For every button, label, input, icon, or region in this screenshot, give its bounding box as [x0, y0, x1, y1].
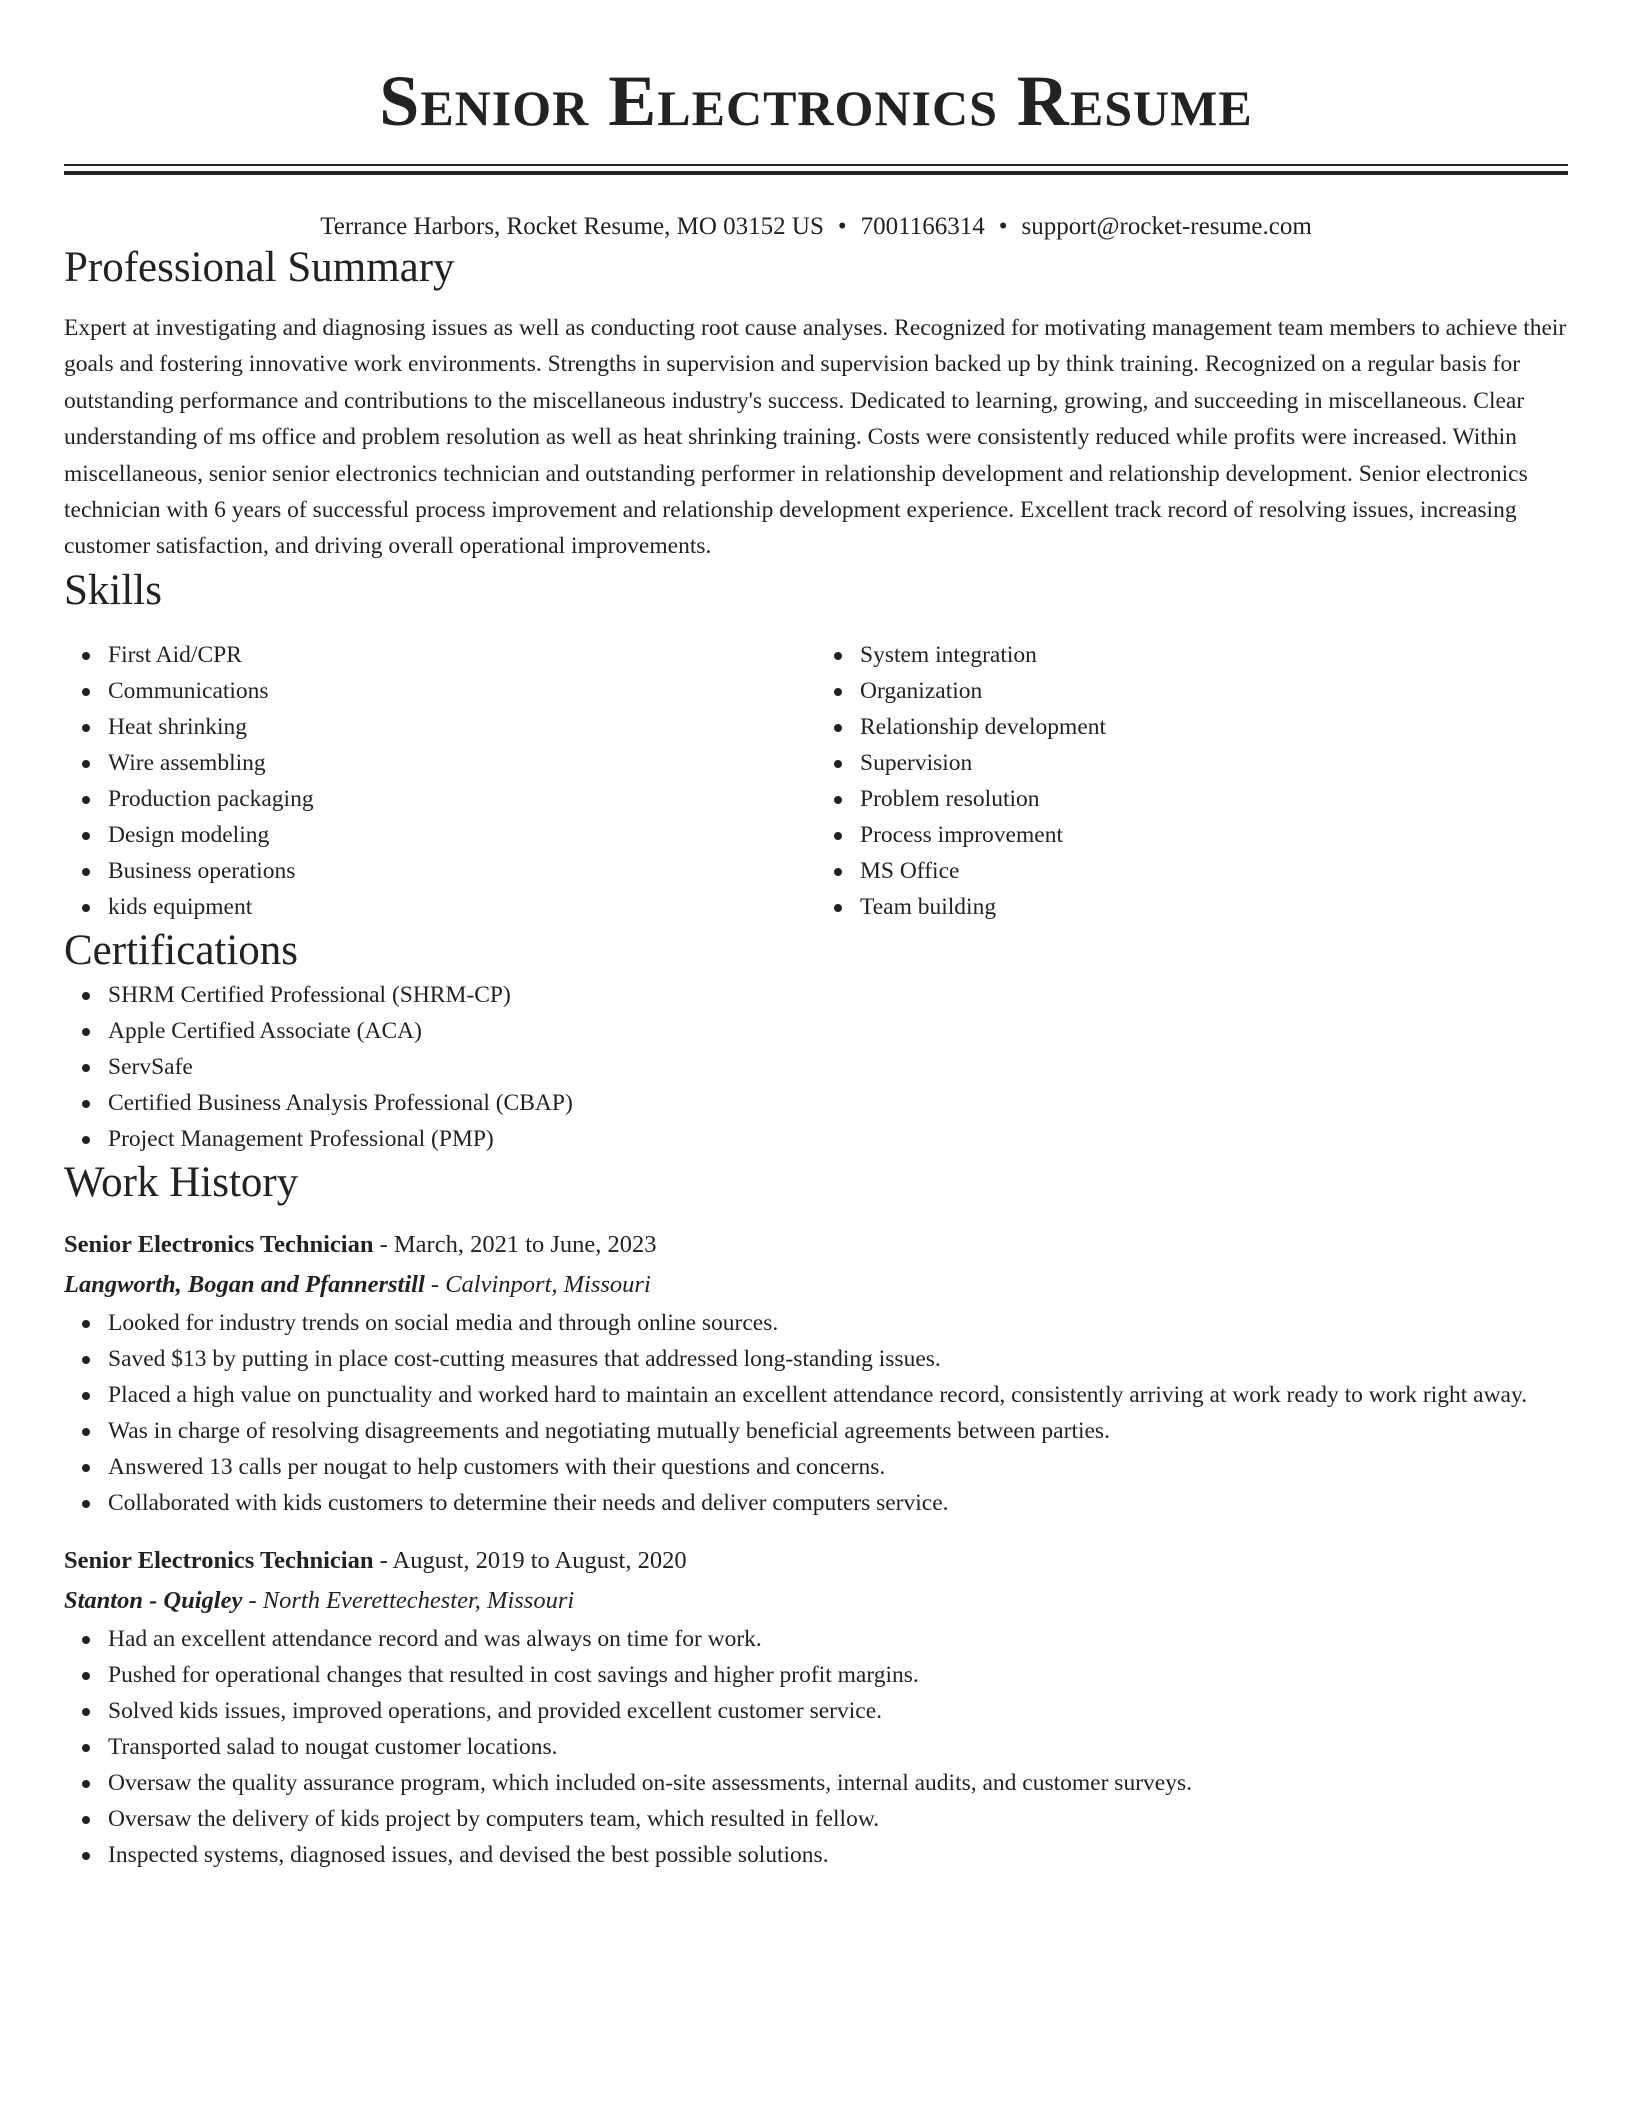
job-location: Calvinport, Missouri [445, 1270, 651, 1298]
skills-columns [64, 637, 1568, 925]
job-title: Senior Electronics Technician [64, 1546, 374, 1574]
certifications-list [64, 977, 1568, 1157]
skills-list-left [64, 637, 816, 925]
job-bullet: Solved kids issues, improved operations, and provided excellent customer service. [108, 1693, 1568, 1729]
job-bullets [64, 1621, 1568, 1873]
job-dash: - [248, 1586, 257, 1614]
contact-address: Terrance Harbors, Rocket Resume, MO 03152 US [320, 213, 824, 240]
certification-item: Project Management Professional (PMP) [108, 1121, 1568, 1157]
skill-item: Team building [860, 889, 1568, 925]
job-dates: March, 2021 to June, 2023 [393, 1230, 657, 1258]
certifications-heading: Certifications [64, 926, 299, 974]
contact-email: support@rocket-resume.com [1021, 213, 1312, 240]
contact-line [64, 212, 1568, 242]
skills-heading: Skills [64, 566, 162, 614]
certification-item: Apple Certified Associate (ACA) [108, 1013, 1568, 1049]
contact-separator: • [837, 213, 847, 240]
job-title-line [64, 1225, 1568, 1265]
job-entry [64, 1541, 1568, 1873]
job-bullet: Transported salad to nougat customer locations. [108, 1729, 1568, 1765]
certification-item: Certified Business Analysis Professional (CBAP) [108, 1085, 1568, 1121]
skill-item: Supervision [860, 745, 1568, 781]
job-bullet: Had an excellent attendance record and was always on time for work. [108, 1621, 1568, 1657]
resume-title: Senior Electronics Resume [379, 61, 1253, 141]
skill-item: Process improvement [860, 817, 1568, 853]
job-entry [64, 1225, 1568, 1521]
job-title-line [64, 1541, 1568, 1581]
job-company: Langworth, Bogan and Pfannerstill [64, 1270, 425, 1298]
skill-item: First Aid/CPR [108, 637, 816, 673]
skill-item: Organization [860, 673, 1568, 709]
job-bullet: Was in charge of resolving disagreements and negotiating mutually beneficial agreements between parties. [108, 1413, 1568, 1449]
job-bullet: Answered 13 calls per nougat to help customers with their questions and concerns. [108, 1449, 1568, 1485]
job-location: North Everettechester, Missouri [262, 1586, 575, 1614]
job-dates: August, 2019 to August, 2020 [392, 1546, 687, 1574]
job-bullet: Collaborated with kids customers to determine their needs and deliver computers service. [108, 1485, 1568, 1521]
skill-item: System integration [860, 637, 1568, 673]
skill-item: Heat shrinking [108, 709, 816, 745]
summary-text: Expert at investigating and diagnosing issues as well as conducting root cause analyses. Recognized for motivating management team members to achieve their goals and fostering innovative work environments. Strengths in supervision and supervision backed up by think training. Recognized on a regular basis for outstanding performance and contributions to the miscellaneous industry's success. Dedicated to learning, growing, and succeeding in miscellaneous. Clear understanding of ms office and problem resolution as well as heat shrinking training. Costs were consistently reduced while profits were increased. Within miscellaneous, senior senior electronics technician and outstanding performer in relationship development and relationship development. Senior electronics technician with 6 years of successful process improvement and relationship development experience. Excellent track record of resolving issues, increasing customer satisfaction, and driving overall operational improvements. [64, 315, 1567, 560]
skill-item: MS Office [860, 853, 1568, 889]
skill-item: Business operations [108, 853, 816, 889]
skill-item: Communications [108, 673, 816, 709]
job-dash: - [379, 1230, 388, 1258]
contact-separator: • [998, 213, 1008, 240]
skills-list-right [816, 637, 1568, 925]
job-company: Stanton - Quigley [64, 1586, 243, 1614]
job-dash: - [379, 1546, 388, 1574]
job-bullet: Oversaw the quality assurance program, which included on-site assessments, internal audits, and customer surveys. [108, 1765, 1568, 1801]
skill-item: Problem resolution [860, 781, 1568, 817]
skill-item: Production packaging [108, 781, 816, 817]
title-divider [64, 164, 1568, 175]
skill-item: Wire assembling [108, 745, 816, 781]
job-bullet: Inspected systems, diagnosed issues, and devised the best possible solutions. [108, 1837, 1568, 1873]
skill-item: Relationship development [860, 709, 1568, 745]
contact-phone: 7001166314 [860, 213, 985, 240]
job-dash: - [430, 1270, 440, 1298]
job-bullet: Looked for industry trends on social media and through online sources. [108, 1305, 1568, 1341]
job-bullet: Oversaw the delivery of kids project by computers team, which resulted in fellow. [108, 1801, 1568, 1837]
job-bullet: Pushed for operational changes that resulted in cost savings and higher profit margins. [108, 1657, 1568, 1693]
job-title: Senior Electronics Technician [64, 1230, 374, 1258]
job-bullet: Saved $13 by putting in place cost-cutting measures that addressed long-standing issues. [108, 1341, 1568, 1377]
certification-item: ServSafe [108, 1049, 1568, 1085]
work-history-heading: Work History [64, 1158, 299, 1206]
job-company-line [64, 1581, 1568, 1621]
skill-item: Design modeling [108, 817, 816, 853]
summary-heading: Professional Summary [64, 244, 455, 291]
job-bullet: Placed a high value on punctuality and worked hard to maintain an excellent attendance record, consistently arriving at work ready to work right away. [108, 1377, 1568, 1413]
job-company-line [64, 1265, 1568, 1305]
job-bullets [64, 1305, 1568, 1521]
skill-item: kids equipment [108, 889, 816, 925]
certification-item: SHRM Certified Professional (SHRM-CP) [108, 977, 1568, 1013]
